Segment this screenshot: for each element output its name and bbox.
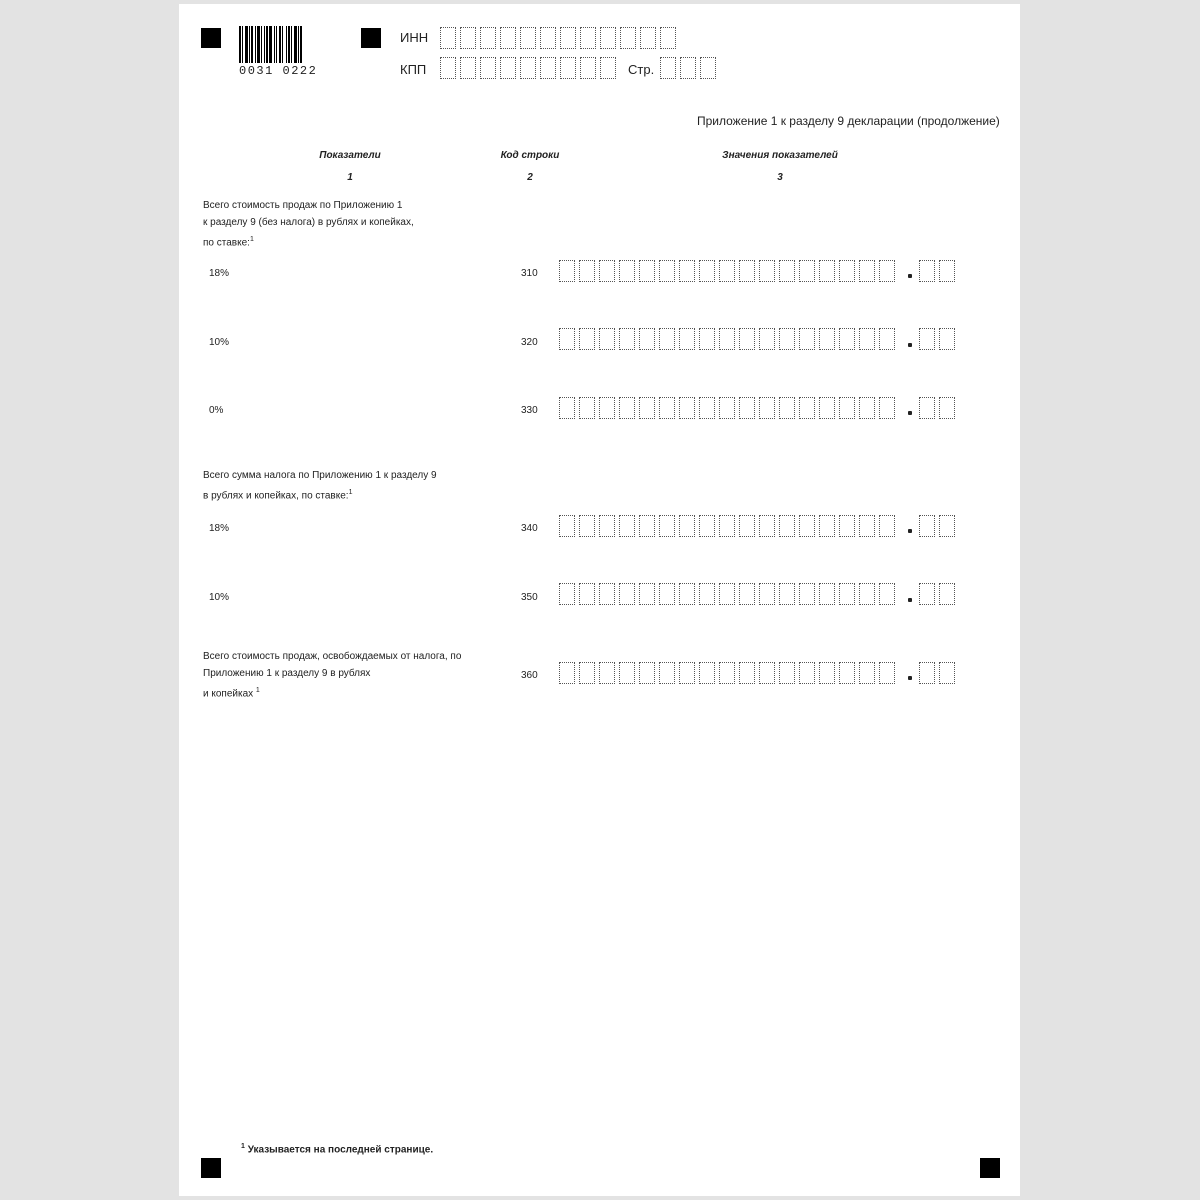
char-cell[interactable] (719, 662, 735, 684)
row-label-320: 10% (209, 337, 230, 348)
char-cell[interactable] (560, 57, 576, 79)
char-cell[interactable] (839, 515, 855, 537)
char-cell[interactable] (660, 57, 676, 79)
char-cell[interactable] (620, 27, 636, 49)
char-cell[interactable] (879, 397, 895, 419)
char-cell[interactable] (660, 27, 676, 49)
char-cell[interactable] (759, 397, 775, 419)
char-cell[interactable] (919, 328, 935, 350)
char-cell[interactable] (599, 260, 615, 282)
char-cell[interactable] (839, 260, 855, 282)
char-cell[interactable] (919, 515, 935, 537)
form-page (179, 4, 1020, 1196)
char-cell[interactable] (859, 328, 875, 350)
char-cell[interactable] (440, 57, 456, 79)
char-cell[interactable] (919, 260, 935, 282)
char-cell[interactable] (480, 57, 496, 79)
char-cell[interactable] (579, 662, 595, 684)
char-cell[interactable] (559, 260, 575, 282)
column-header-values: Значения показателей (722, 150, 838, 161)
barcode-bars (239, 26, 337, 68)
char-cell[interactable] (939, 397, 955, 419)
value-field-360-kopecks[interactable] (919, 662, 959, 684)
char-cell[interactable] (879, 328, 895, 350)
char-cell[interactable] (559, 583, 575, 605)
corner-marker-bottom-left (201, 1158, 221, 1178)
char-cell[interactable] (759, 662, 775, 684)
char-cell[interactable] (939, 328, 955, 350)
char-cell[interactable] (799, 515, 815, 537)
char-cell[interactable] (440, 27, 456, 49)
char-cell[interactable] (559, 515, 575, 537)
char-cell[interactable] (580, 27, 596, 49)
char-cell[interactable] (719, 328, 735, 350)
char-cell[interactable] (799, 260, 815, 282)
char-cell[interactable] (579, 260, 595, 282)
char-cell[interactable] (859, 515, 875, 537)
value-field-310-rubles[interactable] (559, 260, 899, 282)
char-cell[interactable] (579, 397, 595, 419)
footnote (241, 1143, 433, 1155)
char-cell[interactable] (599, 662, 615, 684)
char-cell[interactable] (619, 515, 635, 537)
column-header-code: Код строки (500, 150, 560, 161)
char-cell[interactable] (460, 57, 476, 79)
column-header-indicators-number: 1 (347, 172, 353, 183)
char-cell[interactable] (560, 27, 576, 49)
section-tax-total-text: Всего сумма налога по Приложению 1 к разделу 9 в рублях и копейках, по ставке:$^1$ (203, 470, 437, 502)
char-cell[interactable] (779, 328, 795, 350)
row-code-330: 330 (521, 405, 538, 416)
char-cell[interactable] (579, 515, 595, 537)
kpp-field[interactable] (440, 57, 620, 79)
inn-label: ИНН (400, 30, 429, 45)
value-field-350-kopecks[interactable] (919, 583, 959, 605)
char-cell[interactable] (659, 515, 675, 537)
decimal-point (908, 343, 912, 347)
char-cell[interactable] (919, 397, 935, 419)
column-header-indicators: Показатели (319, 150, 381, 161)
char-cell[interactable] (640, 27, 656, 49)
char-cell[interactable] (779, 583, 795, 605)
char-cell[interactable] (879, 515, 895, 537)
char-cell[interactable] (839, 662, 855, 684)
value-field-350-rubles[interactable] (559, 583, 899, 605)
char-cell[interactable] (619, 397, 635, 419)
footnote-mark: 1 (241, 1143, 245, 1150)
decimal-point (908, 274, 912, 278)
value-field-310-kopecks[interactable] (919, 260, 959, 282)
char-cell[interactable] (679, 515, 695, 537)
row-code-310: 310 (521, 268, 538, 279)
char-cell[interactable] (659, 662, 675, 684)
char-cell[interactable] (699, 328, 715, 350)
char-cell[interactable] (639, 662, 655, 684)
char-cell[interactable] (739, 397, 755, 419)
row-label-350: 10% (209, 592, 230, 603)
char-cell[interactable] (879, 583, 895, 605)
char-cell[interactable] (859, 260, 875, 282)
char-cell[interactable] (739, 583, 755, 605)
char-cell[interactable] (759, 328, 775, 350)
char-cell[interactable] (700, 57, 716, 79)
char-cell[interactable] (679, 328, 695, 350)
char-cell[interactable] (759, 515, 775, 537)
char-cell[interactable] (639, 328, 655, 350)
row-label-340: 18% (209, 523, 230, 534)
char-cell[interactable] (619, 328, 635, 350)
char-cell[interactable] (939, 260, 955, 282)
char-cell[interactable] (759, 583, 775, 605)
value-field-320-kopecks[interactable] (919, 328, 959, 350)
char-cell[interactable] (699, 515, 715, 537)
section-sales-total-text: Всего стоимость продаж по Приложению 1 к разделу 9 (без налога) в рублях и копейках, по ставке:$^1$ (203, 200, 414, 249)
char-cell[interactable] (639, 260, 655, 282)
char-cell[interactable] (939, 662, 955, 684)
char-cell[interactable] (579, 328, 595, 350)
value-field-320-rubles[interactable] (559, 328, 899, 350)
char-cell[interactable] (719, 260, 735, 282)
char-cell[interactable] (779, 397, 795, 419)
char-cell[interactable] (919, 662, 935, 684)
char-cell[interactable] (599, 515, 615, 537)
page-label: Стр. (628, 62, 655, 77)
value-field-340-rubles[interactable] (559, 515, 899, 537)
value-field-330-rubles[interactable] (559, 397, 899, 419)
char-cell[interactable] (939, 583, 955, 605)
char-cell[interactable] (599, 583, 615, 605)
char-cell[interactable] (540, 27, 556, 49)
row-label-310: 18% (209, 268, 230, 279)
char-cell[interactable] (619, 260, 635, 282)
decimal-point (908, 676, 912, 680)
char-cell[interactable] (699, 662, 715, 684)
char-cell[interactable] (659, 260, 675, 282)
char-cell[interactable] (500, 57, 516, 79)
char-cell[interactable] (779, 260, 795, 282)
char-cell[interactable] (819, 662, 835, 684)
footnote-ref: 1 (249, 236, 254, 243)
char-cell[interactable] (699, 583, 715, 605)
char-cell[interactable] (819, 260, 835, 282)
barcode-number: 0031 0222 (239, 63, 337, 79)
char-cell[interactable] (679, 397, 695, 419)
char-cell[interactable] (739, 328, 755, 350)
char-cell[interactable] (919, 583, 935, 605)
char-cell[interactable] (579, 583, 595, 605)
char-cell[interactable] (480, 27, 496, 49)
char-cell[interactable] (659, 328, 675, 350)
char-cell[interactable] (679, 260, 695, 282)
barcode-bar (300, 26, 302, 68)
char-cell[interactable] (799, 328, 815, 350)
char-cell[interactable] (619, 583, 635, 605)
column-header-code-number: 2 (527, 172, 533, 183)
char-cell[interactable] (819, 583, 835, 605)
char-cell[interactable] (719, 515, 735, 537)
char-cell[interactable] (799, 662, 815, 684)
value-field-360-rubles[interactable] (559, 662, 899, 684)
char-cell[interactable] (779, 515, 795, 537)
char-cell[interactable] (779, 662, 795, 684)
char-cell[interactable] (500, 27, 516, 49)
value-field-340-kopecks[interactable] (919, 515, 959, 537)
char-cell[interactable] (839, 328, 855, 350)
row-code-360: 360 (521, 670, 538, 681)
char-cell[interactable] (540, 57, 556, 79)
char-cell[interactable] (460, 27, 476, 49)
char-cell[interactable] (559, 397, 575, 419)
page-number-field[interactable] (660, 57, 720, 79)
column-header-values-number: 3 (777, 172, 783, 183)
char-cell[interactable] (719, 583, 735, 605)
kpp-label: КПП (400, 62, 427, 77)
char-cell[interactable] (739, 515, 755, 537)
char-cell[interactable] (739, 662, 755, 684)
char-cell[interactable] (639, 583, 655, 605)
corner-marker-top-mid (361, 28, 381, 48)
char-cell[interactable] (600, 57, 616, 79)
char-cell[interactable] (879, 260, 895, 282)
char-cell[interactable] (839, 583, 855, 605)
char-cell[interactable] (580, 57, 596, 79)
decimal-point (908, 411, 912, 415)
form-title: Приложение 1 к разделу 9 декларации (продолжение) (697, 114, 1000, 128)
char-cell[interactable] (859, 662, 875, 684)
row-label-330: 0% (209, 405, 224, 416)
row-code-340: 340 (521, 523, 538, 534)
value-field-330-kopecks[interactable] (919, 397, 959, 419)
row-code-320: 320 (521, 337, 538, 348)
char-cell[interactable] (520, 57, 536, 79)
char-cell[interactable] (520, 27, 536, 49)
inn-field[interactable] (440, 27, 680, 49)
char-cell[interactable] (819, 515, 835, 537)
char-cell[interactable] (659, 397, 675, 419)
char-cell[interactable] (639, 515, 655, 537)
char-cell[interactable] (599, 328, 615, 350)
decimal-point (908, 598, 912, 602)
char-cell[interactable] (739, 260, 755, 282)
char-cell[interactable] (939, 515, 955, 537)
section-exempt-total-text: Всего стоимость продаж, освобождаемых от налога, по Приложению 1 к разделу 9 в рублях и копейках $^1$ (203, 651, 462, 700)
char-cell[interactable] (699, 397, 715, 419)
char-cell[interactable] (659, 583, 675, 605)
barcode (239, 26, 337, 78)
char-cell[interactable] (819, 328, 835, 350)
char-cell[interactable] (600, 27, 616, 49)
char-cell[interactable] (879, 662, 895, 684)
char-cell[interactable] (599, 397, 615, 419)
char-cell[interactable] (639, 397, 655, 419)
char-cell[interactable] (719, 397, 735, 419)
decimal-point (908, 529, 912, 533)
char-cell[interactable] (759, 260, 775, 282)
corner-marker-top-left (201, 28, 221, 48)
char-cell[interactable] (680, 57, 696, 79)
char-cell[interactable] (559, 328, 575, 350)
char-cell[interactable] (679, 583, 695, 605)
row-code-350: 350 (521, 592, 538, 603)
char-cell[interactable] (859, 583, 875, 605)
char-cell[interactable] (559, 662, 575, 684)
char-cell[interactable] (839, 397, 855, 419)
corner-marker-bottom-right (980, 1158, 1000, 1178)
char-cell[interactable] (859, 397, 875, 419)
char-cell[interactable] (819, 397, 835, 419)
char-cell[interactable] (799, 397, 815, 419)
footnote-text: Указывается на последней странице. (247, 1144, 434, 1156)
char-cell[interactable] (799, 583, 815, 605)
footnote-ref: 1 (255, 687, 260, 694)
footnote-ref: 1 (348, 489, 353, 496)
char-cell[interactable] (699, 260, 715, 282)
char-cell[interactable] (619, 662, 635, 684)
char-cell[interactable] (679, 662, 695, 684)
